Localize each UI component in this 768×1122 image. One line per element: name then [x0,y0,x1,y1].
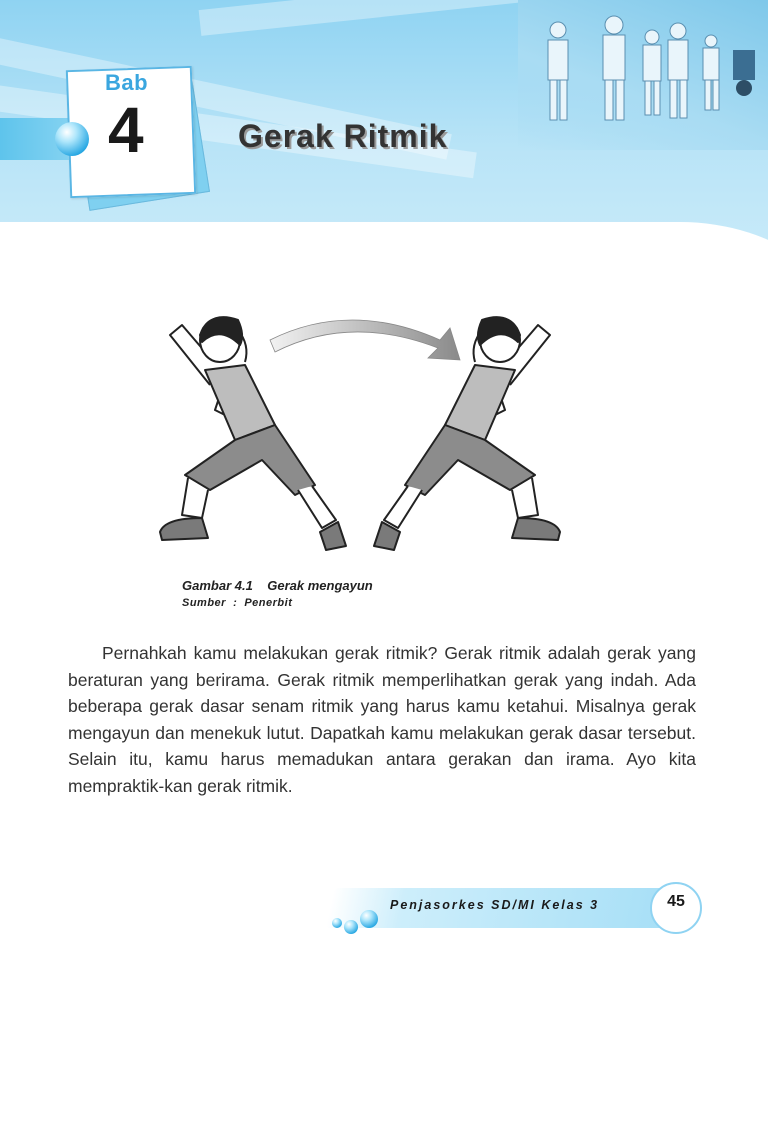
marching-people-image [518,0,768,150]
bubble-icon [360,910,378,928]
girl-right [374,317,560,550]
figure-illustration [150,300,570,570]
page-number: 45 [667,893,685,910]
figure-caption: Gambar 4.1 Gerak mengayun [182,578,373,593]
bubble-icon [344,920,358,934]
arrow-icon [270,320,460,360]
chapter-title: Gerak Ritmik [238,118,448,154]
girl-left [160,317,346,550]
marching-photo [518,0,768,150]
figure-source: Sumber : Penerbit [182,597,293,609]
bubble-icon [332,918,342,928]
bubble-icon [55,122,89,156]
footer-book-title: Penjasorkes SD/MI Kelas 3 [390,898,600,912]
chapter-number: 4 [108,94,144,166]
body-paragraph: Pernahkah kamu melakukan gerak ritmik? Gerak ritmik adalah gerak yang beraturan yang berirama. Gerak ritmik memperlihatkan gerak yang indah. Ada beberapa gerak dasar senam ritmik yang harus kamu ketahui. Misalnya gerak mengayun dan menekuk lutut. Dapatkah kamu melakukan gerak dasar tersebut. Selain itu, kamu harus memadukan antara gerakan dan irama. Ayo kita mempraktik-kan gerak ritmik. [68,643,696,796]
chapter-label: Bab [105,70,149,95]
swinging-girls-image [150,300,570,565]
